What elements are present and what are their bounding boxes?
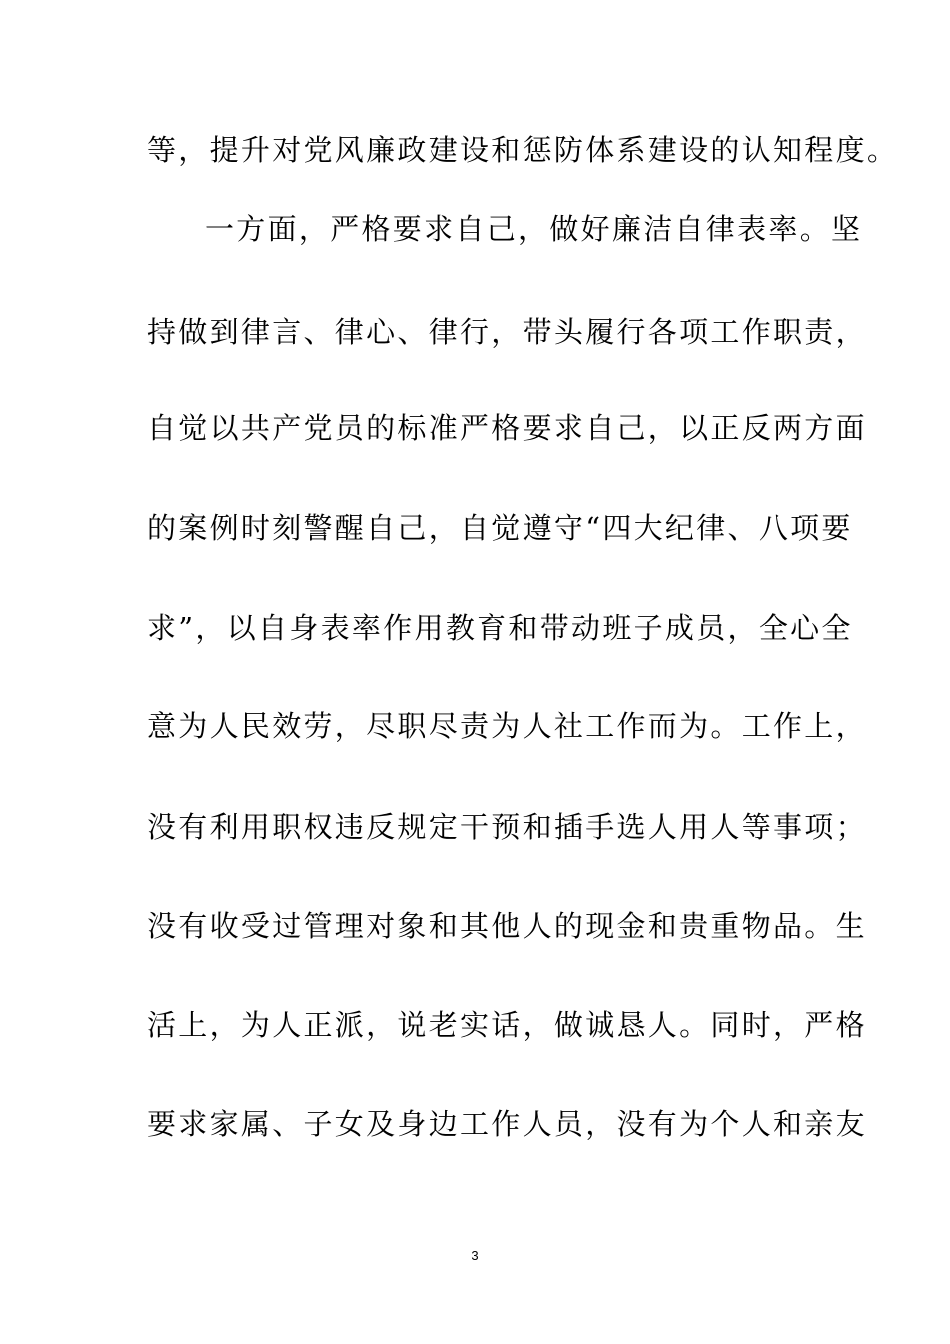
text-line-2: 一方面，严格要求自己，做好廉洁自律表率。坚: [205, 212, 863, 246]
text-line-10: 活上，为人正派，说老实话，做诚恳人。同时，严格: [147, 1008, 867, 1042]
text-line-1: 等，提升对党风廉政建设和惩防体系建设的认知程度。: [147, 133, 899, 167]
text-line-5: 的案例时刻警醒自己，自觉遵守“四大纪律、八项要: [147, 511, 853, 545]
text-line-11: 要求家属、子女及身边工作人员，没有为个人和亲友: [147, 1107, 867, 1141]
text-line-8: 没有利用职权违反规定干预和插手选人用人等事项；: [147, 810, 867, 844]
text-line-3: 持做到律言、律心、律行，带头履行各项工作职责，: [147, 315, 867, 349]
text-line-9: 没有收受过管理对象和其他人的现金和贵重物品。生: [147, 909, 867, 943]
text-line-6: 求”，以自身表率作用教育和带动班子成员，全心全: [147, 611, 853, 645]
page-number: 3: [471, 1248, 479, 1263]
text-line-7: 意为人民效劳，尽职尽责为人社工作而为。工作上，: [147, 709, 867, 743]
text-line-4: 自觉以共产党员的标准严格要求自己，以正反两方面: [147, 411, 867, 445]
